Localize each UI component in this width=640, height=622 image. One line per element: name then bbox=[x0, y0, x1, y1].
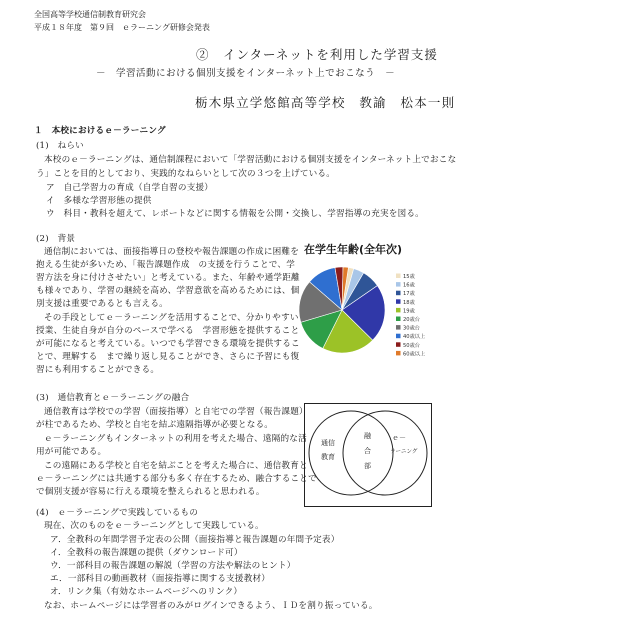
venn-left-top: 通信 bbox=[321, 439, 335, 447]
s4-intro: 現在、次のものをｅ－ラーニングとして実践している。 bbox=[44, 521, 264, 531]
s2-line: 別支援は重要であるとも言える。 bbox=[36, 299, 168, 309]
author: 栃木県立学悠館高等学校 教諭 松本一則 bbox=[195, 95, 456, 110]
s3-line-6a: ｅ－ラーニングには共通する部分も多く存在するため、融合することで bbox=[36, 474, 317, 484]
s1-para-line2: う」ことを目的としており、実践的なねらいとして次の３つを上げている。 bbox=[36, 169, 335, 179]
section1-heading: １ 本校におけるｅ－ラーニング bbox=[34, 126, 166, 136]
legend-label-4: 19歳 bbox=[403, 308, 415, 315]
pie-slices bbox=[299, 267, 385, 353]
s2-line: 習にも利用することができる。 bbox=[36, 365, 160, 375]
s2-line: その手段としてｅ－ラーニングを活用することで、分かりやすい bbox=[44, 313, 299, 323]
s1-item: ア 自己学習力の育成（自学自習の支援） bbox=[46, 183, 214, 193]
s4-heading: (4) ｅ－ラーニングで実践しているもの bbox=[36, 508, 199, 518]
legend-label-3: 18歳 bbox=[403, 299, 415, 306]
s1-item: ウ 科目・教科を超えて、レポートなどに関する情報を公開・交換し、学習指導の充実を図る。 bbox=[46, 209, 424, 219]
venn-middle-1: 融 bbox=[364, 432, 371, 440]
s2-line: 授業、生徒自身が自分のペースで学べる 学習形態を提供すること bbox=[36, 326, 300, 336]
s2-line: 通信制においては、面接指導日の登校や報告課題の作成に困難を bbox=[44, 247, 300, 257]
venn-right-top: ｅ－ bbox=[392, 434, 406, 442]
venn-left-bottom: 教育 bbox=[321, 453, 335, 461]
s3-line: 用が可能である。 bbox=[36, 447, 107, 457]
s2-line: 抱える生徒が多いため、「報告課題作成 の支援を行うことで、学 bbox=[36, 260, 295, 270]
legend-swatch-2 bbox=[396, 291, 401, 296]
s3-line: が柱であるため、学校と自宅を結ぶ遠隔指導が必要となる。 bbox=[36, 420, 274, 430]
venn-middle-2: 合 bbox=[364, 447, 371, 455]
s2-line: とで、理解する まで繰り返し見ることができ、さらに予習にも復 bbox=[36, 352, 300, 362]
legend-label-1: 16歳 bbox=[403, 282, 415, 289]
age-pie-chart bbox=[296, 240, 446, 360]
s2-heading: (2) 背景 bbox=[36, 234, 76, 244]
s2-line: 習方法を身に付けさせたい」と考えている。また、年齢や通学距離 bbox=[36, 273, 300, 283]
legend-swatch-9 bbox=[396, 351, 401, 356]
s4-item: オ．リンク集（有効なホームページへのリンク） bbox=[50, 587, 243, 597]
header-meeting: 平成１８年度 第９回 ｅラーニング研修会発表 bbox=[34, 23, 210, 32]
venn-right-bottom: ラーニング bbox=[390, 449, 418, 455]
legend-swatch-4 bbox=[396, 308, 401, 313]
s3-line: 通信教育は学校での学習（面接指導）と自宅での学習（報告課題） bbox=[44, 407, 308, 417]
s2-line: も様々であり、学習の継続を高め、学習意欲を高めるためには、個 bbox=[36, 286, 300, 296]
venn-diagram bbox=[304, 403, 432, 507]
pie-legend bbox=[396, 272, 425, 357]
s1-item: イ 多様な学習形態の提供 bbox=[46, 196, 152, 206]
legend-swatch-8 bbox=[396, 342, 401, 347]
page-subtitle: － 学習活動における個別支援をインターネット上でおこなう － bbox=[96, 68, 396, 79]
s3-line: ｅ－ラーニングもインターネットの利用を考えた場合、遠隔的な活 bbox=[44, 434, 307, 444]
venn-middle-3: 部 bbox=[364, 462, 371, 470]
s4-item: ウ．一部科目の報告課題の解説（学習の方法や解法のヒント） bbox=[50, 561, 296, 571]
page-title: ② インターネットを利用した学習支援 bbox=[196, 47, 438, 62]
legend-label-2: 17歳 bbox=[403, 291, 415, 298]
s4-item: イ．全教科の報告課題の提供（ダウンロード可） bbox=[50, 548, 243, 558]
s3-line-6b: で個別支援が容易に行える環境を整えられると思われる。 bbox=[36, 487, 265, 497]
legend-label-6: 30歳台 bbox=[403, 325, 420, 332]
legend-swatch-7 bbox=[396, 334, 401, 339]
legend-label-7: 40歳以上 bbox=[403, 334, 426, 341]
s4-item: ア．全教科の年間学習予定表の公開（面接指導と報告課題の年間予定表） bbox=[50, 535, 340, 545]
s4-note: なお、ホームページには学習者のみがログインできるよう、ＩＤを割り振っている。 bbox=[44, 601, 378, 611]
legend-swatch-0 bbox=[396, 274, 401, 279]
s3-line: この遠隔にある学校と自宅を結ぶことを考えた場合に、通信教育と bbox=[44, 461, 308, 471]
header-org: 全国高等学校通信制教育研究会 bbox=[34, 10, 146, 19]
chart-title: 在学生年齢(全年次) bbox=[304, 243, 403, 256]
s3-heading: (3) 通信教育とｅ－ラーニングの融合 bbox=[36, 393, 190, 403]
legend-label-8: 50歳台 bbox=[403, 342, 420, 349]
legend-swatch-1 bbox=[396, 282, 401, 287]
legend-swatch-5 bbox=[396, 317, 401, 322]
legend-label-5: 20歳台 bbox=[403, 317, 420, 323]
legend-swatch-3 bbox=[396, 299, 401, 304]
s2-line: が可能になると考えている。いつでも学習できる環境を提供するこ bbox=[36, 339, 300, 349]
legend-label-9: 60歳以上 bbox=[403, 351, 426, 358]
s1-heading: (1) ねらい bbox=[36, 141, 84, 151]
s4-item: エ．一部科目の動画教材（面接指導に関する支援教材） bbox=[50, 574, 271, 584]
legend-label-0: 15歳 bbox=[403, 274, 415, 280]
s1-para-line1: 本校のｅ－ラーニングは、通信制課程において「学習活動における個別支援をインターネット上でおこな bbox=[44, 155, 457, 165]
legend-swatch-6 bbox=[396, 325, 401, 330]
